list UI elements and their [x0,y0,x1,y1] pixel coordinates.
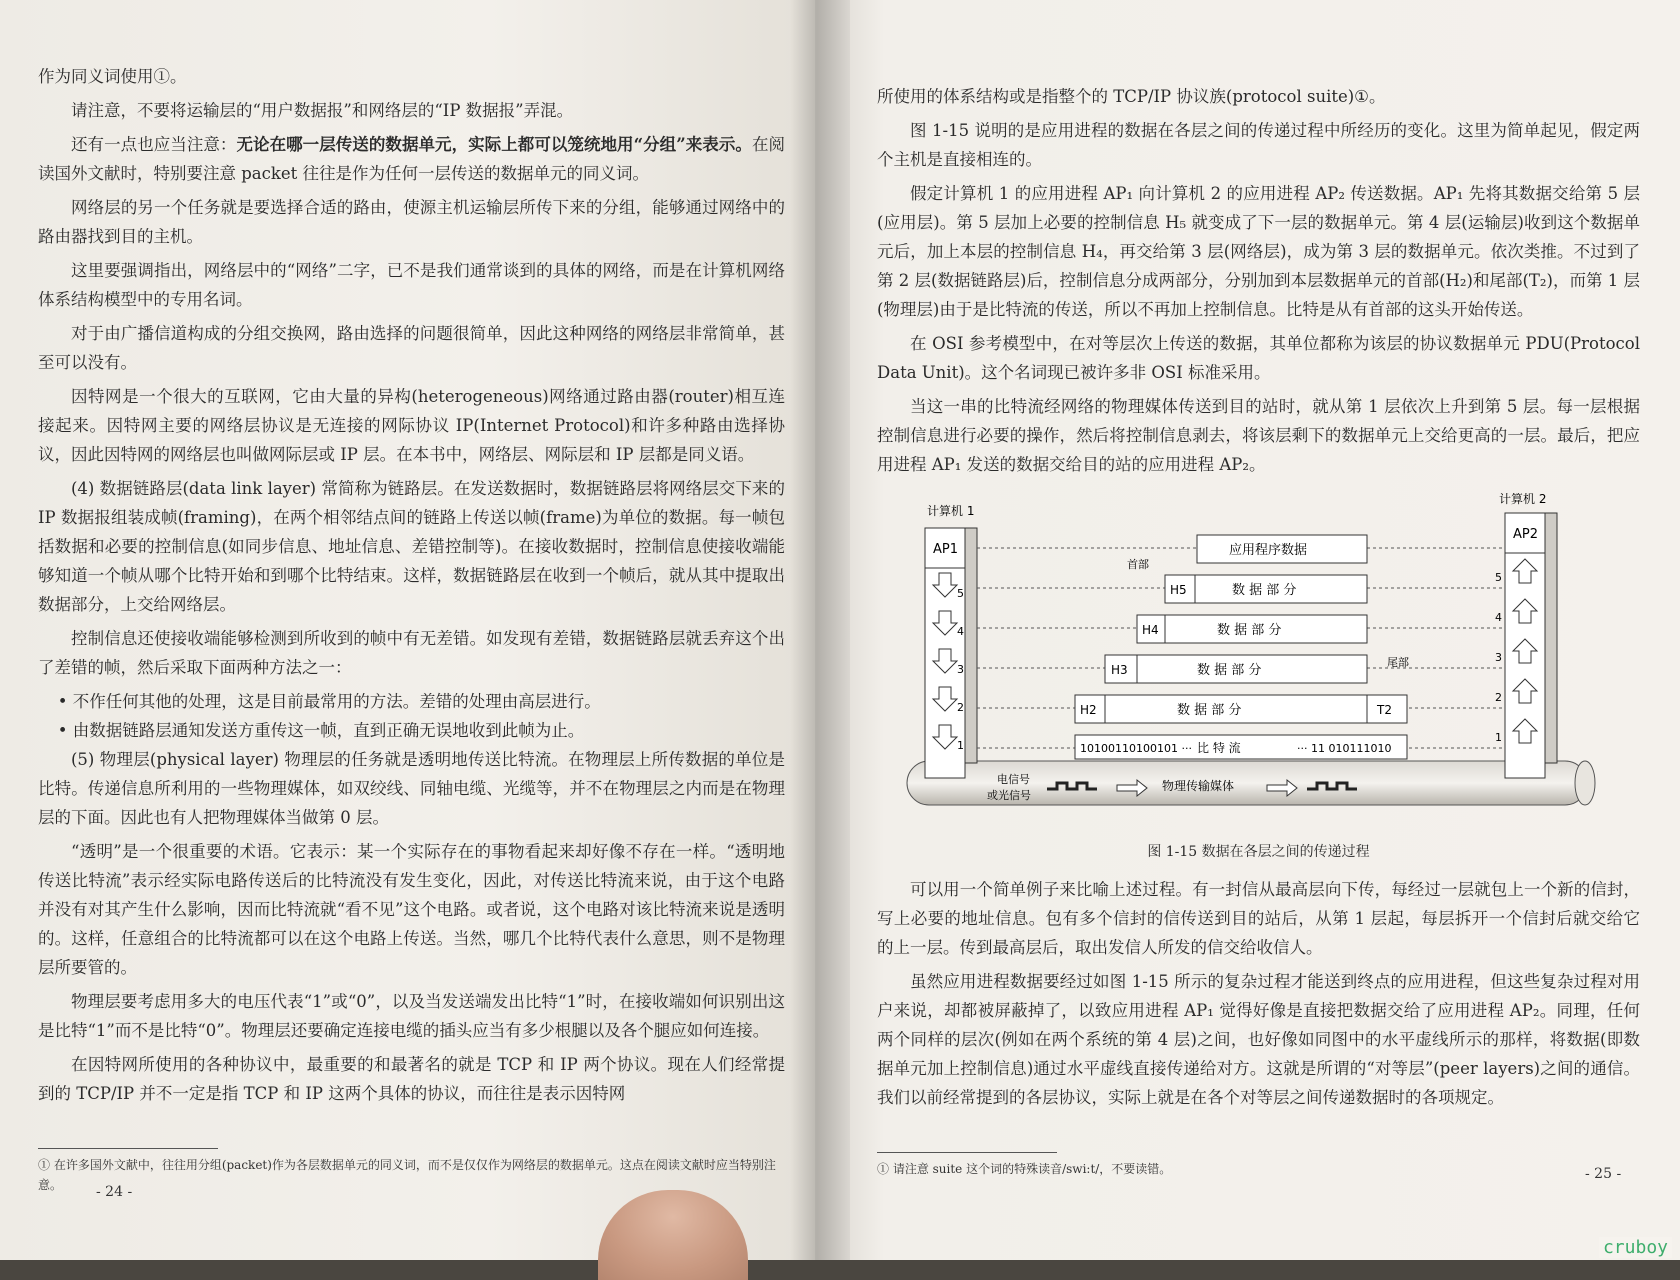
paragraph: 虽然应用进程数据要经过如图 1-15 所示的复杂过程才能送到终点的应用进程，但这些复杂过程对用户来说，却都被屏蔽掉了，以致应用进程 AP₁ 觉得好像是直接把数据交给了应用进程 AP₂。同理，任何两个同样的层次(例如在两个系统的第 4 层)之间，也好像如同图中的水平虚线所示的那样，将数据(即数据单元加上控制信息)通过水平虚线直接传递给对方。这就是所谓的“对等层”(peer layers)之间的通信。我们以前经常提到的各层协议，实际上就是在各个对等层之间传递数据时的各项规定。 [877,972,1640,1107]
paragraph: 所使用的体系结构或是指整个的 TCP/IP 协议族(protocol suite)①。 [877,87,1386,106]
paragraph: 控制信息还使接收端能够检测到所收到的帧中有无差错。如发现有差错，数据链路层就丢弃这个出了差错的帧，然后采取下面两种方法之一： [38,629,785,677]
bits-right: ··· 11 010111010 [1297,742,1392,755]
signal-label-2: 或光信号 [987,789,1031,802]
paragraph: 在因特网所使用的各种协议中，最重要的和最著名的就是 TCP 和 IP 两个协议。现在人们经常提到的 TCP/IP 并不一定是指 TCP 和 IP 这两个具体的协议，而往往是表示因特网 [38,1055,785,1103]
layer-number: 3 [957,663,964,676]
h2-label: H2 [1080,703,1097,717]
layer-number: 4 [1495,611,1502,624]
bits-mid: 比 特 流 [1197,741,1241,755]
paragraph: 可以用一个简单例子来比喻上述过程。有一封信从最高层向下传，每经过一层就包上一个新的信封，写上必要的地址信息。包有多个信封的信传送到目的站后，从第 1 层起，每层拆开一个信封后就交给它的上一层。传到最高层后，取出发信人所发的信交给收信人。 [877,880,1640,957]
footnote: ① 在许多国外文献中，往往用分组(packet)作为各层数据单元的同义词，而不是仅仅作为网络层的数据单元。这点在阅读文献时应当特别注意。 [38,1158,776,1192]
page-number: - 24 - [96,1184,133,1200]
computer1-label: 计算机 1 [927,504,975,518]
watermark: cruboy [1599,1237,1672,1258]
data-part-label: 数 据 部 分 [1232,583,1297,598]
paragraph: 在 OSI 参考模型中，在对等层次上传送的数据，其单位都称为该层的协议数据单元 PDU(Protocol Data Unit)。这个名词现已被许多非 OSI 标准采用。 [877,334,1640,382]
medium-label: 物理传输媒体 [1162,779,1235,793]
paragraph: 图 1-15 说明的是应用进程的数据在各层之间的传递过程中所经历的变化。这里为简单起见，假定两个主机是直接相连的。 [877,121,1640,169]
paragraph: 假定计算机 1 的应用进程 AP₁ 向计算机 2 的应用进程 AP₂ 传送数据。AP₁ 先将其数据交给第 5 层(应用层)。第 5 层加上必要的控制信息 H₅ 就变成了下一层的数据单元。第 4 层(运输层)收到这个数据单元后，加上本层的控制信息 H₄，再交给第 3 层(网络层)，成为第 3 层的数据单元。依次类推。不过到了第 2 层(数据链路层)后，控制信息分成两部分，分别加到本层数据单元的首部(H₂)和尾部(T₂)，而第 1 层(物理层)由于是比特流的传送，所以不再加上控制信息。比特是从有首部的这头开始传送。 [877,184,1640,319]
paragraph: 对于由广播信道构成的分组交换网，路由选择的问题很简单，因此这种网络的网络层非常简单，甚至可以没有。 [38,324,785,372]
list-item: • 由数据链路层通知发送方重传这一帧，直到正确无误地收到此帧为止。 [57,721,585,740]
layer-number: 1 [1495,731,1502,744]
layer-number: 4 [957,625,964,638]
layer-number: 2 [957,701,964,714]
paragraph: 物理层要考虑用多大的电压代表“1”或“0”，以及当发送端发出比特“1”时，在接收端如何识别出这是比特“1”而不是比特“0”。物理层还要确定连接电缆的插头应当有多少根腿以及各个腿应如何连接。 [38,992,785,1040]
ap2-label: AP2 [1513,527,1539,542]
bold-text: 无论在哪一层传送的数据单元，实际上都可以笼统地用“分组”来表示。 [236,135,752,154]
paragraph: (5) 物理层(physical layer) 物理层的任务就是透明地传送比特流。在物理层上所传数据的单位是比特。传递信息所利用的一些物理媒体，如双绞线、同轴电缆、光缆等，并不在物理层之内而是在物理层的下面。因此也有人把物理媒体当做第 0 层。 [38,750,785,827]
ap1-label: AP1 [933,542,959,557]
paragraph: 当这一串的比特流经网络的物理媒体传送到目的站时，就从第 1 层依次上升到第 5 层。每一层根据控制信息进行必要的操作，然后将控制信息剥去，将该层剩下的数据单元上交给更高的一层。最后，把应用进程 AP₁ 发送的数据交给目的站的应用进程 AP₂。 [877,397,1640,474]
computer1-stack-side [965,528,977,763]
header-label: 首部 [1127,558,1149,571]
paragraph: 因特网是一个很大的互联网，它由大量的异构(heterogeneous)网络通过路由器(router)相互连接起来。因特网主要的网络层协议是无连接的网际协议 IP(Internet Protocol)和许多种路由选择协议，因此因特网的网络层也叫做网际层或 IP 层。在本书中，网络层、网际层和 IP 层都是同义语。 [38,387,785,464]
layer-number: 2 [1495,691,1502,704]
left-page [0,0,815,1260]
h3-label: H3 [1111,663,1128,677]
paragraph: (4) 数据链路层(data link layer) 常简称为链路层。在发送数据时，数据链路层将网络层交下来的 IP 数据报组装成帧(framing)，在两个相邻结点间的链路上传送以帧(frame)为单位的数据。每一帧包括数据和必要的控制信息(如同步信息、地址信息、差错控制等)。在接收数据时，控制信息使接收端能够知道一个帧从哪个比特开始和到哪个比特结束。这样，数据链路层在收到一个帧后，就从其中提取出数据部分，上交给网络层。 [38,479,785,614]
figure-1-15 [877,493,1640,837]
layer-diagram [877,493,1637,833]
layer-number: 5 [1495,571,1502,584]
paragraph: “透明”是一个很重要的术语。它表示：某一个实际存在的事物看起来却好像不存在一样。“透明地传送比特流”表示经实际电路传送后的比特流没有发生变化，因此，对传送比特流来说，由于这个电路并没有对其产生什么影响，因而比特流就“看不见”这个电路。或者说，这个电路对该比特流来说是透明的。这样，任意组合的比特流都可以在这个电路上传送。当然，哪几个比特代表什么意思，则不是物理层所要管的。 [38,842,785,977]
text-span: 在阅读国外文献时，特别要注意 packet 往往是作为任何一层传送的数据单元的同义词。 [38,135,785,183]
footnote-rule [38,1148,218,1149]
computer2-stack-side [1545,513,1557,763]
text-span: 还有一点也应当注意： [71,135,237,154]
layer-number: 1 [957,739,964,752]
data-part-label: 数 据 部 分 [1217,623,1282,638]
bits-left: 10100110100101 ··· [1080,742,1192,755]
paragraph: 网络层的另一个任务就是要选择合适的路由，使源主机运输层所传下来的分组，能够通过网络中的路由器找到目的主机。 [38,198,785,246]
app-data-label: 应用程序数据 [1229,543,1308,558]
t2-label: T2 [1377,703,1392,717]
signal-label: 电信号 [997,773,1030,786]
paragraph: 请注意，不要将运输层的“用户数据报”和网络层的“IP 数据报”弄混。 [71,101,574,120]
book-gutter [790,0,850,1260]
data-part-label: 数 据 部 分 [1177,703,1242,718]
layer-number: 5 [957,587,964,600]
footnote-rule [877,1152,1057,1153]
computer2-label: 计算机 2 [1499,493,1547,506]
footnote: ① 请注意 suite 这个词的特殊读音/swi:t/，不要读错。 [877,1162,1172,1176]
list-item: • 不作任何其他的处理，这是目前最常用的方法。差错的处理由高层进行。 [57,692,601,711]
trailer-label: 尾部 [1387,656,1409,669]
pipe-end [1575,761,1595,805]
page-number: - 25 - [1585,1166,1622,1182]
right-page [815,0,1680,1260]
h5-label: H5 [1170,583,1187,597]
data-part-label: 数 据 部 分 [1197,663,1262,678]
computer2-stack [1505,553,1545,778]
layer-number: 3 [1495,651,1502,664]
figure-caption: 图 1-15 数据在各层之间的传递过程 [1147,844,1370,860]
h4-label: H4 [1142,623,1159,637]
paragraph: 这里要强调指出，网络层中的“网络”二字，已不是我们通常谈到的具体的网络，而是在计算机网络体系结构模型中的专用名词。 [38,261,785,309]
paragraph [38,130,785,188]
paragraph: 作为同义词使用①。 [38,67,187,86]
